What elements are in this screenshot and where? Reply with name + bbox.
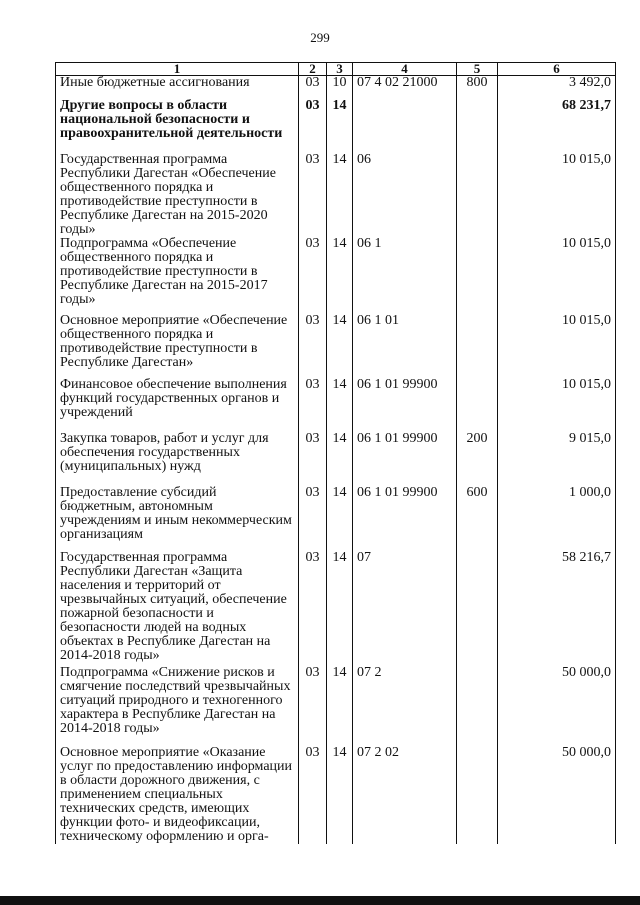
row-name-cell: Основное мероприятие «Обеспечение общественного порядка и противодействие преступности в Республике Дагестан» — [56, 314, 299, 378]
table-row — [56, 76, 616, 99]
row-section-cell: 03 — [299, 314, 327, 378]
row-amount-cell: 10 015,0 — [498, 314, 616, 378]
row-section-cell: 03 — [299, 746, 327, 844]
table-row — [56, 432, 616, 486]
row-name-cell: Иные бюджетные ассигнования — [56, 76, 299, 99]
row-subsection-cell: 14 — [327, 746, 353, 844]
row-name-cell: Закупка товаров, работ и услуг для обеспечения государственных (муниципальных) нужд — [56, 432, 299, 486]
row-expense-type-cell: 600 — [457, 486, 498, 551]
row-section-cell: 03 — [299, 486, 327, 551]
row-amount-cell: 50 000,0 — [498, 666, 616, 746]
table-row — [56, 153, 616, 237]
row-subsection-cell: 14 — [327, 378, 353, 432]
table-row — [56, 99, 616, 153]
column-header: 6 — [498, 63, 616, 76]
row-expense-type-cell: 800 — [457, 76, 498, 99]
row-expense-type-cell — [457, 314, 498, 378]
page-number: 299 — [310, 30, 330, 45]
row-target-article-cell: 07 2 — [353, 666, 457, 746]
row-amount-cell: 58 216,7 — [498, 551, 616, 666]
row-expense-type-cell — [457, 237, 498, 314]
row-amount-cell: 10 015,0 — [498, 237, 616, 314]
column-header: 5 — [457, 63, 498, 76]
row-expense-type-cell — [457, 746, 498, 844]
table-row — [56, 486, 616, 551]
row-amount-cell: 3 492,0 — [498, 76, 616, 99]
row-target-article-cell: 06 — [353, 153, 457, 237]
row-section-cell: 03 — [299, 432, 327, 486]
row-subsection-cell: 14 — [327, 314, 353, 378]
row-amount-cell: 9 015,0 — [498, 432, 616, 486]
row-section-cell: 03 — [299, 153, 327, 237]
row-target-article-cell: 06 1 01 99900 — [353, 432, 457, 486]
row-section-cell: 03 — [299, 378, 327, 432]
row-target-article-cell: 07 4 02 21000 — [353, 76, 457, 99]
row-amount-cell: 68 231,7 — [498, 99, 616, 153]
row-target-article-cell: 06 1 01 99900 — [353, 378, 457, 432]
row-target-article-cell: 07 — [353, 551, 457, 666]
row-amount-cell: 10 015,0 — [498, 153, 616, 237]
row-expense-type-cell — [457, 666, 498, 746]
row-name-cell: Государственная программа Республики Дагестан «Обеспечение общественного порядка и противодействие преступности в Республике Дагестан на 2015-2020 годы» — [56, 153, 299, 237]
row-subsection-cell: 14 — [327, 551, 353, 666]
row-target-article-cell: 06 1 01 99900 — [353, 486, 457, 551]
scan-border — [0, 896, 640, 905]
row-name-cell: Подпрограмма «Обеспечение общественного порядка и противодействие преступности в Республике Дагестан на 2015-2017 годы» — [56, 237, 299, 314]
row-name-cell: Другие вопросы в области национальной безопасности и правоохранительной деятельности — [56, 99, 299, 153]
table-row — [56, 746, 616, 844]
row-subsection-cell: 14 — [327, 237, 353, 314]
table-row — [56, 237, 616, 314]
table-row — [56, 551, 616, 666]
table-row — [56, 314, 616, 378]
row-name-cell: Государственная программа Республики Дагестан «Защита населения и территорий от чрезвычайных ситуаций, обеспечение пожарной безопасности и безопасности людей на водных объектах в Республике Дагестан на 2014-2018 годы» — [56, 551, 299, 666]
column-header: 3 — [327, 63, 353, 76]
row-subsection-cell: 14 — [327, 432, 353, 486]
row-amount-cell: 10 015,0 — [498, 378, 616, 432]
row-name-cell: Финансовое обеспечение выполнения функций государственных органов и учреждений — [56, 378, 299, 432]
row-name-cell: Предоставление субсидий бюджетным, автономным учреждениям и иным некоммерческим организациям — [56, 486, 299, 551]
row-section-cell: 03 — [299, 99, 327, 153]
budget-table — [55, 62, 616, 844]
column-header-row — [56, 63, 616, 76]
row-section-cell: 03 — [299, 551, 327, 666]
row-expense-type-cell — [457, 378, 498, 432]
row-target-article-cell: 06 1 — [353, 237, 457, 314]
row-name-cell: Основное мероприятие «Оказание услуг по предоставлению информации в области дорожного движения, с применением специальных технических средств, имеющих функции фото- и видеофиксации, техническому оформлению и орга- — [56, 746, 299, 844]
row-expense-type-cell — [457, 153, 498, 237]
row-amount-cell: 1 000,0 — [498, 486, 616, 551]
row-expense-type-cell — [457, 551, 498, 666]
row-section-cell: 03 — [299, 666, 327, 746]
row-target-article-cell — [353, 99, 457, 153]
row-target-article-cell: 07 2 02 — [353, 746, 457, 844]
table-row — [56, 378, 616, 432]
row-section-cell: 03 — [299, 237, 327, 314]
row-subsection-cell: 14 — [327, 666, 353, 746]
row-subsection-cell: 14 — [327, 486, 353, 551]
row-expense-type-cell — [457, 99, 498, 153]
row-subsection-cell: 10 — [327, 76, 353, 99]
column-header: 4 — [353, 63, 457, 76]
row-name-cell: Подпрограмма «Снижение рисков и смягчение последствий чрезвычайных ситуаций природного и техногенного характера в Республике Дагестан на 2014-2018 годы» — [56, 666, 299, 746]
row-expense-type-cell: 200 — [457, 432, 498, 486]
column-header: 2 — [299, 63, 327, 76]
row-subsection-cell: 14 — [327, 99, 353, 153]
row-section-cell: 03 — [299, 76, 327, 99]
row-target-article-cell: 06 1 01 — [353, 314, 457, 378]
column-header: 1 — [56, 63, 299, 76]
table-row — [56, 666, 616, 746]
row-subsection-cell: 14 — [327, 153, 353, 237]
row-amount-cell: 50 000,0 — [498, 746, 616, 844]
